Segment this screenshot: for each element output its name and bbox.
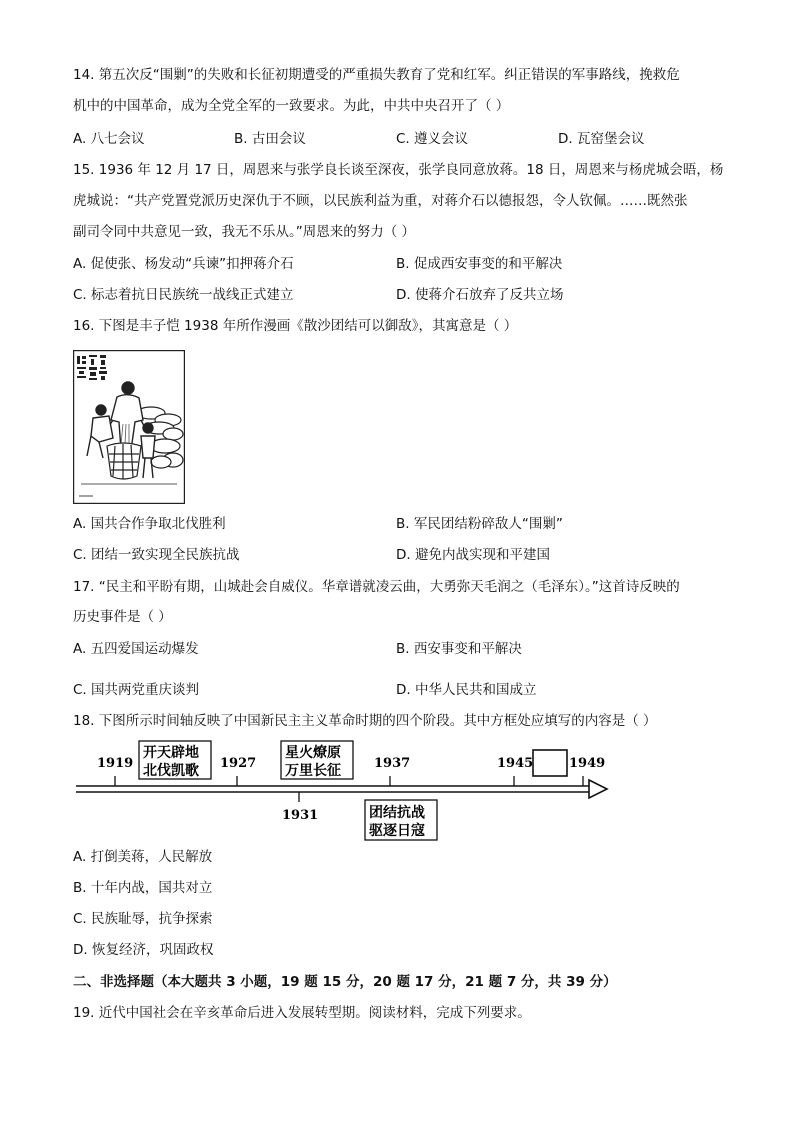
timeline-axis xyxy=(76,780,607,798)
empty-answer-box xyxy=(533,750,567,776)
q14-stem-line1: 14. 第五次反“围剿”的失败和长征初期遭受的严重损失教育了党和红军。纠正错误的军事路线，挽救危 xyxy=(73,67,680,83)
q18-stem-line1: 18. 下图所示时间轴反映了中国新民主主义革命时期的四个阶段。其中方框处应填写的内容是（ ） xyxy=(73,713,657,729)
q14-option-d: D. 瓦窑堡会议 xyxy=(558,131,645,147)
q15-stem-line2: 虎城说：“共产党置党派历史深仇于不顾，以民族利益为重，对蒋介石以德报怨，令人钦佩。……既然张 xyxy=(73,193,688,209)
q14-option-c: C. 遵义会议 xyxy=(396,131,469,147)
stage-box-2-line1: 星火燎原 xyxy=(285,745,341,761)
q17-option-b: B. 西安事变和平解决 xyxy=(396,641,522,657)
stage-box-2 xyxy=(281,741,353,779)
q14-option-a: A. 八七会议 xyxy=(73,131,145,147)
q17-stem-line2: 历史事件是（ ） xyxy=(73,609,172,625)
q17-stem-line1: 17. “民主和平盼有期，山城赴会自威仪。华章谱就凌云曲，大勇弥天毛润之（毛泽东）。”这首诗反映的 xyxy=(73,579,680,595)
year-1931: 1931 xyxy=(282,808,319,823)
cartoon-image xyxy=(73,350,185,504)
stage-box-3 xyxy=(365,800,437,840)
q18-option-a: A. 打倒美蒋，人民解放 xyxy=(73,849,213,865)
q15-option-b: B. 促成西安事变的和平解决 xyxy=(396,256,563,272)
year-1945: 1945 xyxy=(497,756,534,771)
stage-box-1-line1: 开天辟地 xyxy=(143,745,199,761)
stage-box-3-line2: 驱逐日寇 xyxy=(369,823,425,839)
q16-option-a: A. 国共合作争取北伐胜利 xyxy=(73,516,226,532)
q15-stem-line3: 副司令同中共意见一致，我无不乐从。”周恩来的努力（ ） xyxy=(73,224,416,240)
stage-box-3-line1: 团结抗战 xyxy=(369,805,425,821)
q15-stem-line1: 15. 1936 年 12 月 17 日，周恩来与张学良长谈至深夜，张学良同意放蒋。18 日，周恩来与杨虎城会晤，杨 xyxy=(73,162,724,178)
stage-box-2-line2: 万里长征 xyxy=(285,763,341,779)
timeline-ticks xyxy=(115,776,583,802)
q19-stem-line1: 19. 近代中国社会在辛亥革命后进入发展转型期。阅读材料，完成下列要求。 xyxy=(73,1005,531,1021)
q17-option-d: D. 中华人民共和国成立 xyxy=(396,682,537,698)
stage-box-1 xyxy=(139,741,211,779)
q15-option-a: A. 促使张、杨发动“兵谏”扣押蒋介石 xyxy=(73,256,294,272)
q15-option-d: D. 使蒋介石放弃了反共立场 xyxy=(396,287,564,303)
q15-option-c: C. 标志着抗日民族统一战线正式建立 xyxy=(73,287,294,303)
q17-option-a: A. 五四爱国运动爆发 xyxy=(73,641,199,657)
q17-option-c: C. 国共两党重庆谈判 xyxy=(73,682,200,698)
q16-option-d: D. 避免内战实现和平建国 xyxy=(396,547,550,563)
q16-stem-line1: 16. 下图是丰子恺 1938 年所作漫画《散沙团结可以御敌》，其寓意是（ ） xyxy=(73,318,518,334)
year-1937: 1937 xyxy=(374,756,411,771)
q18-option-c: C. 民族耻辱，抗争探索 xyxy=(73,911,213,927)
q16-option-c: C. 团结一致实现全民族抗战 xyxy=(73,547,240,563)
q18-option-b: B. 十年内战，国共对立 xyxy=(73,880,213,896)
q16-option-b: B. 军民团结粉碎敌人“围剿” xyxy=(396,516,563,532)
timeline-diagram xyxy=(73,736,618,846)
section-2-title: 二、非选择题（本大题共 3 小题，19 题 15 分，20 题 17 分，21 题 7 分，共 39 分） xyxy=(73,974,617,990)
basket xyxy=(107,443,141,479)
q18-option-d: D. 恢复经济，巩固政权 xyxy=(73,942,214,958)
stage-box-1-line2: 北伐凯歌 xyxy=(143,763,199,779)
year-1949: 1949 xyxy=(569,756,606,771)
year-1927: 1927 xyxy=(220,756,257,771)
q14-stem-line2: 机中的中国革命，成为全党全军的一致要求。为此，中共中央召开了（ ） xyxy=(73,98,510,114)
year-1919: 1919 xyxy=(97,756,134,771)
q14-option-b: B. 古田会议 xyxy=(234,131,306,147)
